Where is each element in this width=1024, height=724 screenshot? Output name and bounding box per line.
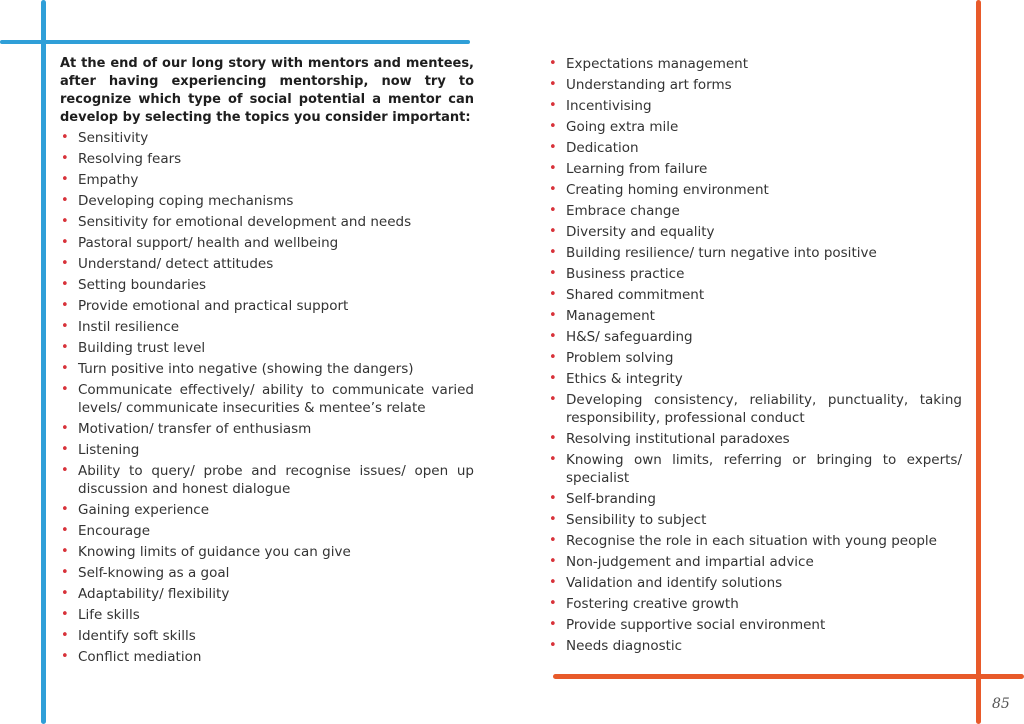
topic-item [60,648,474,666]
bullet-icon: • [549,140,557,155]
bullet-icon: • [61,151,69,166]
topic-label: Dedication [566,140,639,156]
bullet-icon: • [61,565,69,580]
bullet-icon: • [549,161,557,176]
topic-label: Setting boundaries [78,277,207,293]
bullet-icon: • [549,617,557,632]
topic-item [548,286,962,304]
topic-item [60,543,474,561]
topic-label: Provide supportive social environment [566,617,826,633]
topic-item [60,420,474,438]
bullet-icon: • [549,245,557,260]
topic-item [548,265,962,283]
topic-label: Problem solving [566,350,674,366]
topic-label: Going extra mile [566,119,679,135]
topic-item [60,318,474,336]
topic-label: Shared commitment [566,287,705,303]
topic-item [548,637,962,655]
bullet-icon: • [61,421,69,436]
topic-label: Ethics & integrity [566,371,683,387]
bullet-icon: • [61,523,69,538]
bullet-icon: • [549,224,557,239]
topic-label: Instil resilience [78,319,180,335]
bullet-icon: • [61,544,69,559]
topic-label: Resolving institutional paradoxes [566,431,790,447]
page-number: 85 [992,696,1010,712]
bullet-icon: • [549,119,557,134]
topic-label: Developing coping mechanisms [78,193,294,209]
topic-item [548,55,962,73]
bullet-icon: • [61,628,69,643]
bullet-icon: • [61,193,69,208]
bullet-icon: • [549,98,557,113]
topic-item [548,430,962,448]
bullet-icon: • [61,340,69,355]
topic-item [548,595,962,613]
bullet-icon: • [549,77,557,92]
topic-label: Resolving fears [78,151,182,167]
topic-label: Conflict mediation [78,649,202,665]
topic-item [548,181,962,199]
topic-label: Understanding art forms [566,77,732,93]
topic-item [60,234,474,252]
bullet-icon: • [61,256,69,271]
topic-label: Adaptability/ flexibility [78,586,230,602]
topic-item [548,328,962,346]
bullet-icon: • [61,214,69,229]
bullet-icon: • [61,277,69,292]
topic-item [548,139,962,157]
topic-item [548,76,962,94]
topic-item [548,532,962,550]
topic-item [548,370,962,388]
topic-label: Creating homing environment [566,182,769,198]
bullet-icon: • [549,350,557,365]
right-accent-vertical-line [976,0,981,724]
left-accent-horizontal-line [0,40,470,44]
topic-item [548,202,962,220]
bullet-icon: • [61,463,69,478]
topic-item [60,150,474,168]
right-accent-horizontal-line [553,674,1024,679]
bullet-icon: • [549,638,557,653]
topic-item [60,627,474,645]
topic-label: Non-judgement and impartial advice [566,554,814,570]
topic-label: Knowing limits of guidance you can give [78,544,351,560]
topic-label: Communicate effectively/ ability to communicate varied levels/ communicate insecurities & mentee’s relate [78,382,474,416]
topic-item [60,276,474,294]
topic-item [60,255,474,273]
topic-item [60,381,474,417]
topic-item [60,501,474,519]
topic-label: Building trust level [78,340,206,356]
topic-label: Needs diagnostic [566,638,683,654]
topic-item [548,553,962,571]
bullet-icon: • [549,287,557,302]
topic-label: Fostering creative growth [566,596,739,612]
topic-item [60,360,474,378]
topic-label: Embrace change [566,203,680,219]
bullet-icon: • [61,235,69,250]
topic-label: Incentivising [566,98,652,114]
topic-label: Gaining experience [78,502,210,518]
topic-label: Learning from failure [566,161,708,177]
topic-item [60,213,474,231]
bullet-icon: • [61,319,69,334]
topic-label: Knowing own limits, referring or bringing to experts/ specialist [566,452,962,486]
topic-item [60,522,474,540]
topic-item [548,244,962,262]
topic-label: Understand/ detect attitudes [78,256,274,272]
bullet-icon: • [61,361,69,376]
bullet-icon: • [549,452,557,467]
bullet-icon: • [549,533,557,548]
bullet-icon: • [61,130,69,145]
topic-label: H&S/ safeguarding [566,329,693,345]
topic-label: Management [566,308,655,324]
bullet-icon: • [549,56,557,71]
topic-item [548,391,962,427]
bullet-icon: • [61,382,69,397]
topic-label: Recognise the role in each situation with young people [566,533,937,549]
topic-item [548,616,962,634]
topic-label: Provide emotional and practical support [78,298,349,314]
left-column [60,55,474,669]
topic-label: Developing consistency, reliability, punctuality, taking responsibility, professional conduct [566,392,962,426]
topic-item [548,451,962,487]
topic-label: Pastoral support/ health and wellbeing [78,235,339,251]
bullet-icon: • [549,491,557,506]
bullet-icon: • [61,172,69,187]
topic-label: Turn positive into negative (showing the dangers) [78,361,414,377]
bullet-icon: • [549,266,557,281]
topic-label: Business practice [566,266,685,282]
bullet-icon: • [549,392,557,407]
left-topic-list [60,129,474,666]
topic-item [60,585,474,603]
topic-item [60,297,474,315]
topic-item [548,160,962,178]
bullet-icon: • [61,442,69,457]
right-column [548,55,962,658]
bullet-icon: • [549,308,557,323]
topic-item [60,441,474,459]
bullet-icon: • [549,182,557,197]
bullet-icon: • [549,512,557,527]
topic-label: Sensitivity for emotional development and needs [78,214,412,230]
bullet-icon: • [549,203,557,218]
topic-item [548,223,962,241]
topic-label: Life skills [78,607,140,623]
bullet-icon: • [549,596,557,611]
topic-item [60,564,474,582]
bullet-icon: • [549,371,557,386]
bullet-icon: • [61,586,69,601]
topic-label: Validation and identify solutions [566,575,783,591]
topic-label: Sensibility to subject [566,512,707,528]
bullet-icon: • [61,607,69,622]
topic-label: Identify soft skills [78,628,196,644]
topic-item [60,606,474,624]
bullet-icon: • [549,575,557,590]
topic-item [548,574,962,592]
topic-label: Self-knowing as a goal [78,565,230,581]
bullet-icon: • [61,298,69,313]
topic-label: Ability to query/ probe and recognise issues/ open up discussion and honest dialogue [78,463,474,497]
topic-item [60,129,474,147]
bullet-icon: • [61,649,69,664]
topic-label: Building resilience/ turn negative into positive [566,245,877,261]
topic-item [548,349,962,367]
bullet-icon: • [549,329,557,344]
topic-label: Motivation/ transfer of enthusiasm [78,421,312,437]
topic-item [548,490,962,508]
topic-item [60,192,474,210]
bullet-icon: • [549,554,557,569]
topic-label: Encourage [78,523,151,539]
topic-item [60,339,474,357]
topic-label: Empathy [78,172,139,188]
bullet-icon: • [549,431,557,446]
topic-item [548,307,962,325]
topic-label: Listening [78,442,140,458]
topic-item [548,97,962,115]
left-accent-vertical-line [41,0,46,724]
topic-label: Diversity and equality [566,224,715,240]
topic-item [548,511,962,529]
topic-item [60,171,474,189]
topic-label: Expectations management [566,56,748,72]
topic-label: Self-branding [566,491,656,507]
topic-item [60,462,474,498]
right-topic-list [548,55,962,655]
intro-paragraph: At the end of our long story with mentors and mentees, after having experiencing mentorship, now try to recognize which type of social potential a mentor can develop by selecting the topics you consider important: [60,56,474,125]
topic-item [548,118,962,136]
bullet-icon: • [61,502,69,517]
topic-label: Sensitivity [78,130,149,146]
